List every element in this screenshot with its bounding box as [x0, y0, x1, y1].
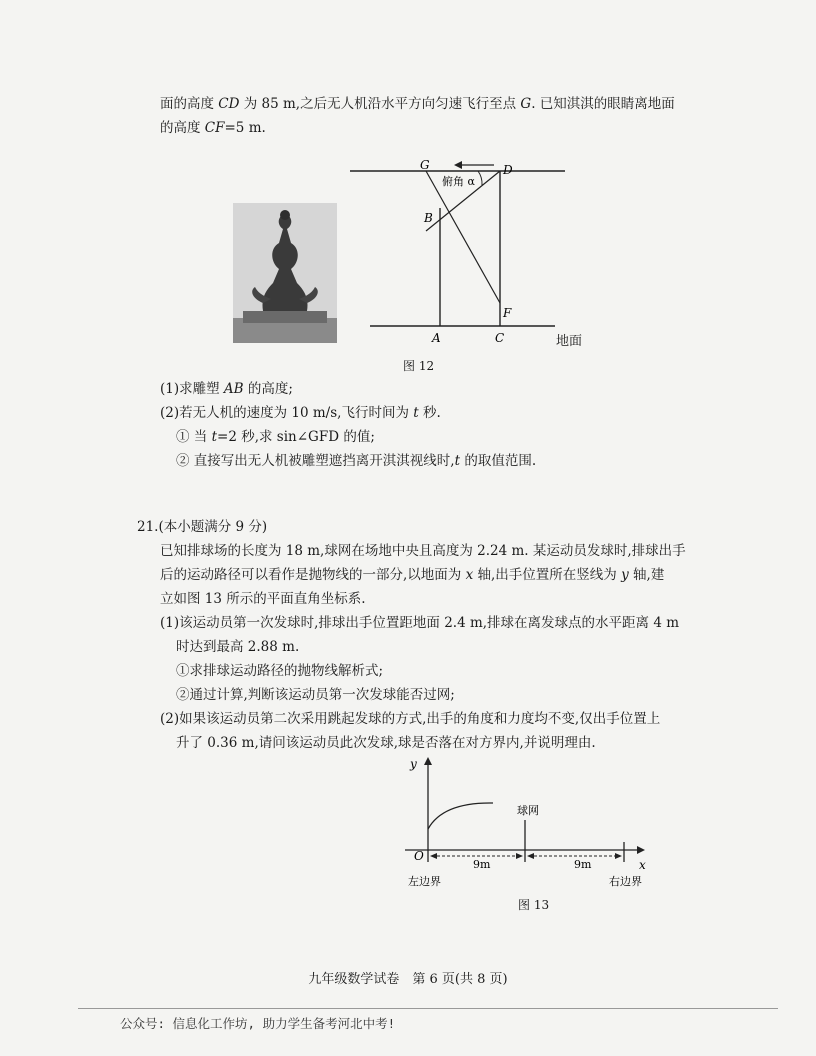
point-b-label: B [424, 211, 433, 225]
origin-label: O [414, 849, 424, 863]
point-g-label: G [420, 158, 430, 172]
q21-sub1-ii: ②通过计算,判断该运动员第一次发球能否过网; [176, 687, 455, 703]
q20-sub2: (2)若无人机的速度为 10 m/s,飞行时间为 t 秒. [160, 405, 441, 421]
sculpture-photo [233, 203, 337, 343]
watermark-text: 公众号: 信息化工作坊, 助力学生备考河北中考! [120, 1016, 396, 1031]
q20-sub1: (1)求雕塑 AB 的高度; [160, 381, 293, 397]
q21-para2: 后的运动路径可以看作是抛物线的一部分,以地面为 x 轴,出手位置所在竖线为 y 轴,建 [160, 567, 665, 583]
divider [78, 1008, 778, 1009]
q21-header: 21.(本小题满分 9 分) [137, 519, 268, 535]
right-distance-label: 9m [574, 858, 592, 871]
q20-line1: 面的高度 CD 为 85 m,之后无人机沿水平方向匀速飞行至点 G. 已知淇淇的眼睛离地面 [160, 96, 675, 112]
q21-para3: 立如图 13 所示的平面直角坐标系. [160, 591, 366, 607]
y-axis-label: y [410, 757, 417, 771]
ground-label: 地面 [556, 334, 583, 349]
q21-sub1-line2: 时达到最高 2.88 m. [176, 639, 300, 655]
page-footer: 九年级数学试卷 第 6 页(共 8 页) [308, 972, 508, 987]
point-a-label: A [432, 331, 441, 345]
q21-sub2-line1: (2)如果该运动员第二次采用跳起发球的方式,出手的角度和力度均不变,仅出手位置上 [160, 711, 661, 727]
depression-angle-label: 俯角 α [442, 175, 475, 188]
figure-13-diagram [395, 752, 655, 902]
net-label: 球网 [517, 804, 539, 817]
figure-13-caption: 图 13 [518, 898, 550, 912]
q20-line2: 的高度 CF=5 m. [160, 120, 266, 136]
q21-sub1-i: ①求排球运动路径的抛物线解析式; [176, 663, 384, 679]
point-f-label: F [503, 306, 512, 320]
left-boundary-label: 左边界 [408, 875, 441, 888]
q21-sub1-line1: (1)该运动员第一次发球时,排球出手位置距地面 2.4 m,排球在离发球点的水平距离 4 m [160, 615, 680, 631]
point-d-label: D [503, 163, 513, 177]
figure-12-caption: 图 12 [403, 359, 435, 373]
q20-sub2-ii: ② 直接写出无人机被雕塑遮挡离开淇淇视线时,t 的取值范围. [176, 453, 537, 469]
q21-sub2-line2: 升了 0.36 m,请问该运动员此次发球,球是否落在对方界内,并说明理由. [176, 735, 596, 751]
q21-para1: 已知排球场的长度为 18 m,球网在场地中央且高度为 2.24 m. 某运动员发球时,排球出手 [160, 543, 686, 559]
x-axis-label: x [639, 858, 646, 872]
left-distance-label: 9m [473, 858, 491, 871]
point-c-label: C [495, 331, 505, 345]
q20-sub2-i: ① 当 t=2 秒,求 sin∠GFD 的值; [176, 429, 375, 445]
figure-12-diagram [350, 155, 600, 355]
right-boundary-label: 右边界 [609, 875, 642, 888]
